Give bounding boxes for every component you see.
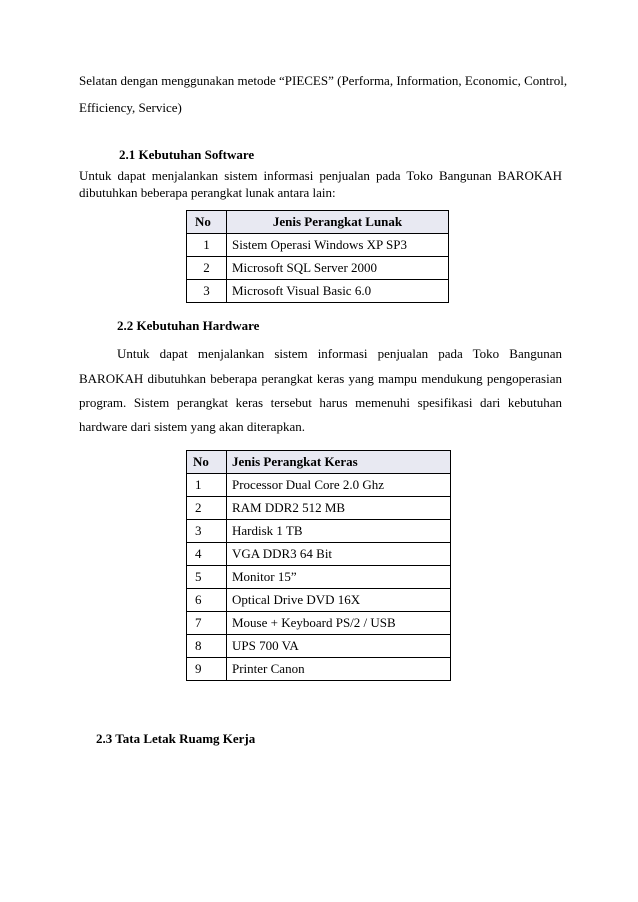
- row-name: Optical Drive DVD 16X: [227, 589, 451, 612]
- hardware-line-4: hardware dari sistem yang akan diterapkan.: [79, 419, 305, 434]
- table-row: [187, 612, 451, 635]
- hardware-table: [186, 450, 451, 681]
- table-header-row: [187, 211, 449, 234]
- row-no: 3: [187, 520, 227, 543]
- row-no: 1: [187, 474, 227, 497]
- header-no: No: [187, 451, 227, 474]
- table-row: [187, 520, 451, 543]
- row-name: Printer Canon: [227, 658, 451, 681]
- row-name: Microsoft Visual Basic 6.0: [227, 280, 449, 303]
- header-no: No: [187, 211, 227, 234]
- row-no: 9: [187, 658, 227, 681]
- table-row: [187, 234, 449, 257]
- row-name: Mouse + Keyboard PS/2 / USB: [227, 612, 451, 635]
- header-software-type: Jenis Perangkat Lunak: [227, 211, 449, 234]
- row-name: RAM DDR2 512 MB: [227, 497, 451, 520]
- row-no: 2: [187, 257, 227, 280]
- table-row: [187, 658, 451, 681]
- intro-line-1: Selatan dengan menggunakan metode “PIECES” (Performa, Information, Economic, Control,: [79, 73, 568, 88]
- hardware-line-3: program. Sistem perangkat keras tersebut harus memenuhi spesifikasi dari kebutuhan: [79, 395, 562, 410]
- row-no: 2: [187, 497, 227, 520]
- table-row: [187, 257, 449, 280]
- hardware-line-1: Untuk dapat menjalankan sistem informasi penjualan pada Toko Bangunan: [117, 346, 562, 361]
- row-no: 3: [187, 280, 227, 303]
- row-no: 5: [187, 566, 227, 589]
- software-table: [186, 210, 449, 303]
- table-header-row: [187, 451, 451, 474]
- table-row: [187, 566, 451, 589]
- table-row: [187, 635, 451, 658]
- table-row: [187, 589, 451, 612]
- row-name: VGA DDR3 64 Bit: [227, 543, 451, 566]
- heading-software: 2.1 Kebutuhan Software: [119, 147, 255, 162]
- row-name: UPS 700 VA: [227, 635, 451, 658]
- header-hardware-type: Jenis Perangkat Keras: [227, 451, 451, 474]
- heading-layout: 2.3 Tata Letak Ruamg Kerja: [96, 731, 256, 746]
- software-line-1: Untuk dapat menjalankan sistem informasi penjualan pada Toko Bangunan BAROKAH: [79, 168, 562, 183]
- software-line-2: dibutuhkan beberapa perangkat lunak antara lain:: [79, 185, 336, 200]
- table-row: [187, 280, 449, 303]
- row-no: 4: [187, 543, 227, 566]
- row-name: Processor Dual Core 2.0 Ghz: [227, 474, 451, 497]
- row-name: Sistem Operasi Windows XP SP3: [227, 234, 449, 257]
- table-row: [187, 543, 451, 566]
- row-name: Microsoft SQL Server 2000: [227, 257, 449, 280]
- table-row: [187, 474, 451, 497]
- row-no: 7: [187, 612, 227, 635]
- row-name: Hardisk 1 TB: [227, 520, 451, 543]
- intro-line-2: Efficiency, Service): [79, 100, 182, 115]
- row-no: 8: [187, 635, 227, 658]
- heading-hardware: 2.2 Kebutuhan Hardware: [117, 318, 260, 333]
- row-no: 1: [187, 234, 227, 257]
- row-name: Monitor 15”: [227, 566, 451, 589]
- row-no: 6: [187, 589, 227, 612]
- table-row: [187, 497, 451, 520]
- hardware-line-2: BAROKAH dibutuhkan beberapa perangkat keras yang mampu mendukung pengoperasian: [79, 371, 562, 386]
